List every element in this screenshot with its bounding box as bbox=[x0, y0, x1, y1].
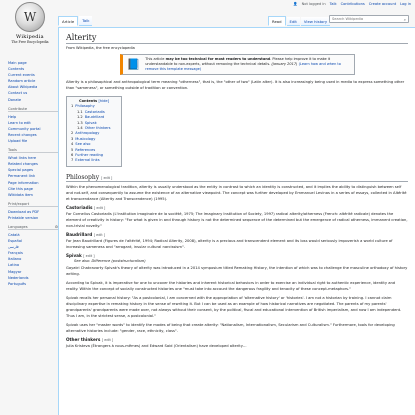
book-icon: 📘 bbox=[126, 58, 141, 71]
site-subtitle: From Wikipedia, the free encyclopedia bbox=[66, 46, 135, 50]
sidebar-item[interactable]: Italiano bbox=[8, 257, 22, 262]
sidebar-item[interactable]: Main page bbox=[8, 61, 27, 65]
paragraph: For Jean Baudrillard (Figures de l'altérité, 1994; Radical Alterity, 2008), alterity is a precious and transcendent element and its loss would seriously impoverish a world culture of increasing sameness and "arrogant, insular cultural narcissism". bbox=[66, 238, 393, 249]
search-icon[interactable]: ⌕ bbox=[403, 16, 406, 22]
sidebar bbox=[8, 60, 58, 291]
personal-tools bbox=[293, 2, 411, 6]
learn-more-link[interactable]: (Learn how and when to remove this template message) bbox=[145, 62, 341, 71]
sidebar-item[interactable]: Current events bbox=[8, 73, 35, 78]
sidebar-item[interactable]: Português bbox=[8, 281, 27, 286]
sidebar-item[interactable]: فارسی bbox=[8, 245, 19, 250]
sidebar-tools bbox=[8, 148, 58, 198]
sidebar-item[interactable]: Latina bbox=[8, 263, 20, 268]
page-title: Alterity bbox=[66, 33, 408, 44]
technical-notice: 📘 This article may be too technical for most readers to understand. Please help improve it to make it understandable to non-experts, without removing the technical details. (January 2017) (Learn how and when to remove this template message) bbox=[120, 54, 355, 75]
section-heading: Philosophy [ edit ] bbox=[66, 174, 408, 182]
edit-section-link[interactable]: [ edit ] bbox=[101, 337, 114, 342]
not-logged-in: Not logged in bbox=[301, 2, 326, 6]
toc-item[interactable]: 1.4 Other thinkers bbox=[77, 126, 111, 131]
sidebar-item[interactable]: Related changes bbox=[8, 162, 38, 167]
tab-read[interactable]: Read bbox=[268, 16, 286, 26]
tab-talk[interactable]: Talk bbox=[79, 16, 92, 26]
create-account-link[interactable]: Create account bbox=[368, 2, 397, 6]
sidebar-main bbox=[8, 60, 58, 103]
sidebar-item[interactable]: Contact us bbox=[8, 91, 28, 96]
wikipedia-logo[interactable] bbox=[4, 2, 56, 52]
intro-paragraph: Alterity is a philosophical and anthropological term meaning "otherness", that is, the "other of two" (Latin alter). It is also increasingly being used in media to express something other than "sameness", or something outside of tradition or convention. bbox=[66, 80, 405, 90]
tab-edit[interactable]: Edit bbox=[287, 17, 300, 26]
sidebar-languages bbox=[8, 225, 58, 287]
sidebar-item[interactable]: What links here bbox=[8, 156, 37, 161]
toc-item[interactable]: 7 External links bbox=[71, 158, 100, 163]
sidebar-item[interactable]: Upload file bbox=[8, 139, 28, 144]
paragraph: Julia Kristeva (Étrangers à nous-mêmes) and Edward Said (Orientalism) have developed alterity… bbox=[66, 343, 247, 348]
toc-item[interactable]: 2 Anthropology bbox=[71, 131, 100, 136]
edit-section-link[interactable]: [ edit ] bbox=[93, 232, 106, 237]
sidebar-item[interactable]: Download as PDF bbox=[8, 209, 40, 214]
subsection-heading: Baudrillard [ edit ] bbox=[66, 231, 106, 237]
sidebar-item[interactable]: Learn to edit bbox=[8, 120, 31, 125]
edit-section-link[interactable]: [ edit ] bbox=[83, 253, 95, 258]
toc-item[interactable]: 3 Musicology bbox=[71, 136, 96, 141]
paragraph: For Cornelius Castoriadis (L'institution imaginaire de la société, 1975; The Imaginary Institution of Society, 1997) radical alterity/otherness (French: altérité radicale) denotes the element of creativity in history: "For what is given in and through history is not the determined sequence of the determined but the emergence of radical otherness, immanent creation, non-trivial novelty." bbox=[66, 211, 408, 228]
toc-item[interactable]: 5 References bbox=[71, 147, 96, 152]
sidebar-item[interactable]: Nederlands bbox=[8, 275, 29, 280]
sidebar-item[interactable]: Recent changes bbox=[8, 132, 37, 137]
sidebar-heading: Languages ⚙ bbox=[8, 224, 58, 229]
hatnote: See also: Difference (poststructuralism) bbox=[74, 258, 146, 263]
sidebar-item[interactable]: Contents bbox=[8, 67, 25, 72]
sidebar-item[interactable]: Help bbox=[8, 114, 17, 119]
sidebar-heading: Contribute bbox=[8, 107, 58, 112]
paragraph: According to Spivak, it is imperative for one to uncover the histories and inherent historical behaviors in order to exercise an individual right to authentic experience, identity and reality. Within the concept of socially constructed histories one "must take into account the dangerous fragility and tenacity of these concept-metaphors." bbox=[66, 280, 396, 291]
toc-item[interactable]: 1.2 Baudrillard bbox=[77, 115, 105, 120]
sidebar-print bbox=[8, 202, 58, 221]
puzzle-globe-icon: W bbox=[15, 2, 45, 32]
sidebar-item[interactable]: Special pages bbox=[8, 168, 33, 173]
talk-link[interactable]: Talk bbox=[329, 2, 337, 6]
search-input[interactable] bbox=[332, 17, 402, 21]
sidebar-item[interactable]: Français bbox=[8, 251, 23, 256]
contributions-link[interactable]: Contributions bbox=[340, 2, 365, 6]
sidebar-item[interactable]: Community portal bbox=[8, 126, 41, 131]
toc-item[interactable]: 1.3 Spivak bbox=[77, 120, 97, 125]
subsection-heading: Other thinkers [ edit ] bbox=[66, 336, 114, 342]
sidebar-item[interactable]: Magyar bbox=[8, 269, 22, 274]
tab-view-history[interactable]: View history bbox=[301, 17, 330, 26]
toc-item[interactable]: 6 Further reading bbox=[71, 153, 104, 158]
paragraph: Spivak recalls her personal history: "As a postcolonial, I am concerned with the appropriation of 'alternative history' or 'histories'. I am not a historian by training. I cannot claim disciplinary expertise in remaking history in the sense of rewriting it. But I can be used as an example of how historical narratives are negotiated. The parents of my parents' grandparents' grandparents were made over, not always without their consent, by the political, fiscal and educational intervention of British imperialism, and now I am independent. Thus I am, in the strictest sense, a postcolonial." bbox=[66, 295, 402, 318]
edit-section-link[interactable]: [ edit ] bbox=[94, 205, 106, 210]
article-content bbox=[58, 27, 415, 415]
sidebar-item[interactable]: Donate bbox=[8, 97, 22, 102]
table-of-contents: Contents [hide] 1 Philosophy 1.1 Castoriadis 1.2 Baudrillard 1.3 Spivak 1.4 Other thinkers 2 Anthropology 3 Musicology 4 See also 5 References 6 Further reading 7 External links bbox=[66, 96, 122, 167]
sidebar-heading: Print/export bbox=[8, 202, 58, 207]
sidebar-heading: Tools bbox=[8, 148, 58, 153]
paragraph: Within the phenomenological tradition, alterity is usually understood as the entity in contrast to which an identity is constructed, and it implies the ability to distinguish between self and not-self, and consequently to assume the existence of an alternative viewpoint. The concept was further developed by Emmanuel Levinas in a series of essays, collected in Altérité et transcendance (Alterity and Transcendence) (1995). bbox=[66, 184, 407, 201]
sidebar-item[interactable]: About Wikipedia bbox=[8, 85, 38, 90]
user-icon: 👤 bbox=[293, 2, 298, 6]
sidebar-item[interactable]: Permanent link bbox=[8, 174, 36, 179]
sidebar-item[interactable]: Random article bbox=[8, 79, 36, 84]
search-box bbox=[329, 15, 409, 23]
sidebar-item[interactable]: Cite this page bbox=[8, 186, 33, 191]
sidebar-item[interactable]: Català bbox=[8, 232, 20, 237]
logo-tagline: The Free Encyclopedia bbox=[11, 40, 49, 44]
sidebar-item[interactable]: Printable version bbox=[8, 215, 39, 220]
logo-wordmark: Wikipedia bbox=[16, 34, 44, 40]
paragraph: Spivak uses her "master words" to identify the modes of being that create alterity: "Nationalism, Internationalism, Secularism and Culturalism." Furthermore, tools for developing alternative histories include: "gender, race, ethnicity, class". bbox=[66, 322, 395, 333]
gear-icon[interactable]: ⚙ bbox=[54, 224, 58, 229]
toc-toggle[interactable]: [hide] bbox=[98, 99, 110, 103]
toc-item[interactable]: 1.1 Castoriadis bbox=[77, 109, 105, 114]
log-in-link[interactable]: Log in bbox=[400, 2, 411, 6]
sidebar-item[interactable]: Español bbox=[8, 239, 23, 244]
namespace-tabs bbox=[58, 16, 93, 26]
sidebar-item[interactable]: Page information bbox=[8, 180, 39, 185]
tab-article[interactable]: Article bbox=[58, 16, 78, 26]
sidebar-contribute bbox=[8, 107, 58, 144]
paragraph: Gayatri Chakravorty Spivak's theory of alterity was introduced in a 2014 symposium titled Remaking History, the intention of which was to challenge the masculine orthodoxy of history writing. bbox=[66, 265, 408, 276]
subsection-heading: Spivak [ edit ] bbox=[66, 252, 95, 258]
subsection-heading: Castoriadis [ edit ] bbox=[66, 204, 106, 210]
toc-item[interactable]: 4 See also bbox=[71, 142, 91, 147]
sidebar-item[interactable]: Wikidata item bbox=[8, 192, 33, 197]
edit-section-link[interactable]: [ edit ] bbox=[101, 175, 113, 180]
toc-item[interactable]: 1 Philosophy bbox=[71, 104, 95, 109]
view-tabs bbox=[268, 16, 331, 26]
